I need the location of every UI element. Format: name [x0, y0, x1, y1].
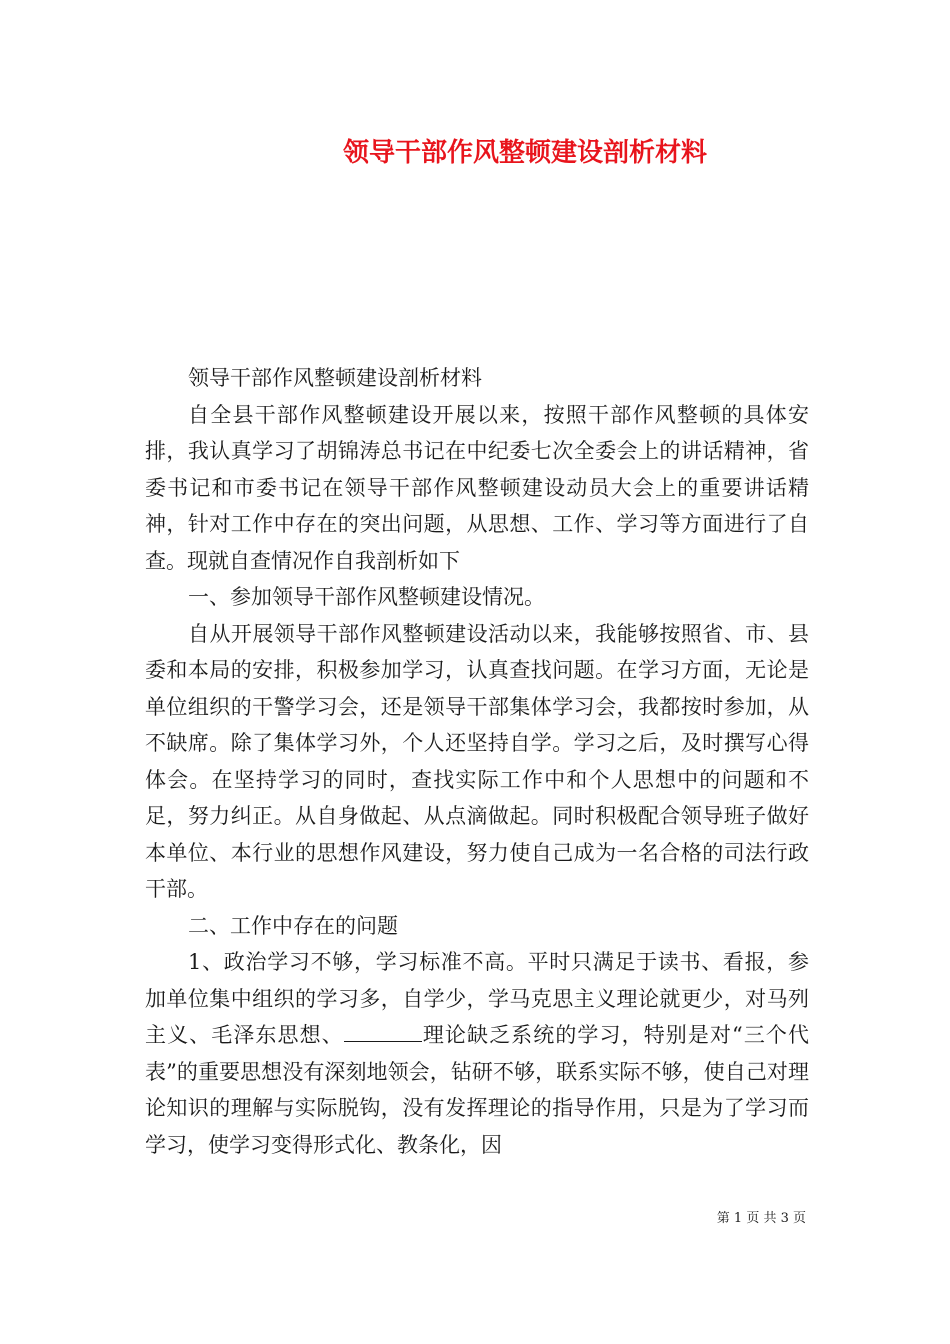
paragraph-problem-1	[145, 944, 809, 1163]
fill-in-blank	[344, 1023, 422, 1042]
paragraph-participation: 自从开展领导干部作风整顿建设活动以来，我能够按照省、市、县委和本局的安排，积极参加学习，认真查找问题。在学习方面，无论是单位组织的干警学习会，还是领导干部集体学习会，我都按时参加，从不缺席。除了集体学习外，个人还坚持自学。学习之后，及时撰写心得体会。在坚持学习的同时，查找实际工作中和个人思想中的问题和不足，努力纠正。从自身做起、从点滴做起。同时积极配合领导班子做好本单位、本行业的思想作风建设，努力使自己成为一名合格的司法行政干部。	[145, 621, 809, 901]
paragraph-intro: 自全县干部作风整顿建设开展以来，按照干部作风整顿的具体安排，我认真学习了胡锦涛总书记在中纪委七次全委会上的讲话精神，省委书记和市委书记在领导干部作风整顿建设动员大会上的重要讲话精神，针对工作中存在的突出问题，从思想、工作、学习等方面进行了自查。现就自查情况作自我剖析如下	[145, 402, 809, 573]
section-heading-1: 一、参加领导干部作风整顿建设情况。	[188, 585, 546, 609]
paragraph-problem-1-start: 1、政治学习不够，学习标准不高。平时只满足于读书、看报，参加单位集中组织的学习多，自学少，学马克思主义理论就更少，对马列主义、毛泽东思想、	[145, 950, 809, 1047]
document-title: 领导干部作风整顿建设剖析材料	[342, 138, 707, 168]
paragraph-heading: 领导干部作风整顿建设剖析材料	[188, 366, 483, 390]
section-heading-2: 二、工作中存在的问题	[188, 913, 399, 938]
document-body	[145, 360, 809, 1163]
page-number: 第 1 页 共 3 页	[716, 1211, 806, 1226]
paragraph-problem-1-end: 理论缺乏系统的学习，特别是对“三个代表”的重要思想没有深刻地领会，钻研不够，联系实际不够，使自己对理论知识的理解与实际脱钩，没有发挥理论的指导作用，只是为了学习而学习，使学习变得形式化、教条化，因	[145, 1023, 810, 1157]
